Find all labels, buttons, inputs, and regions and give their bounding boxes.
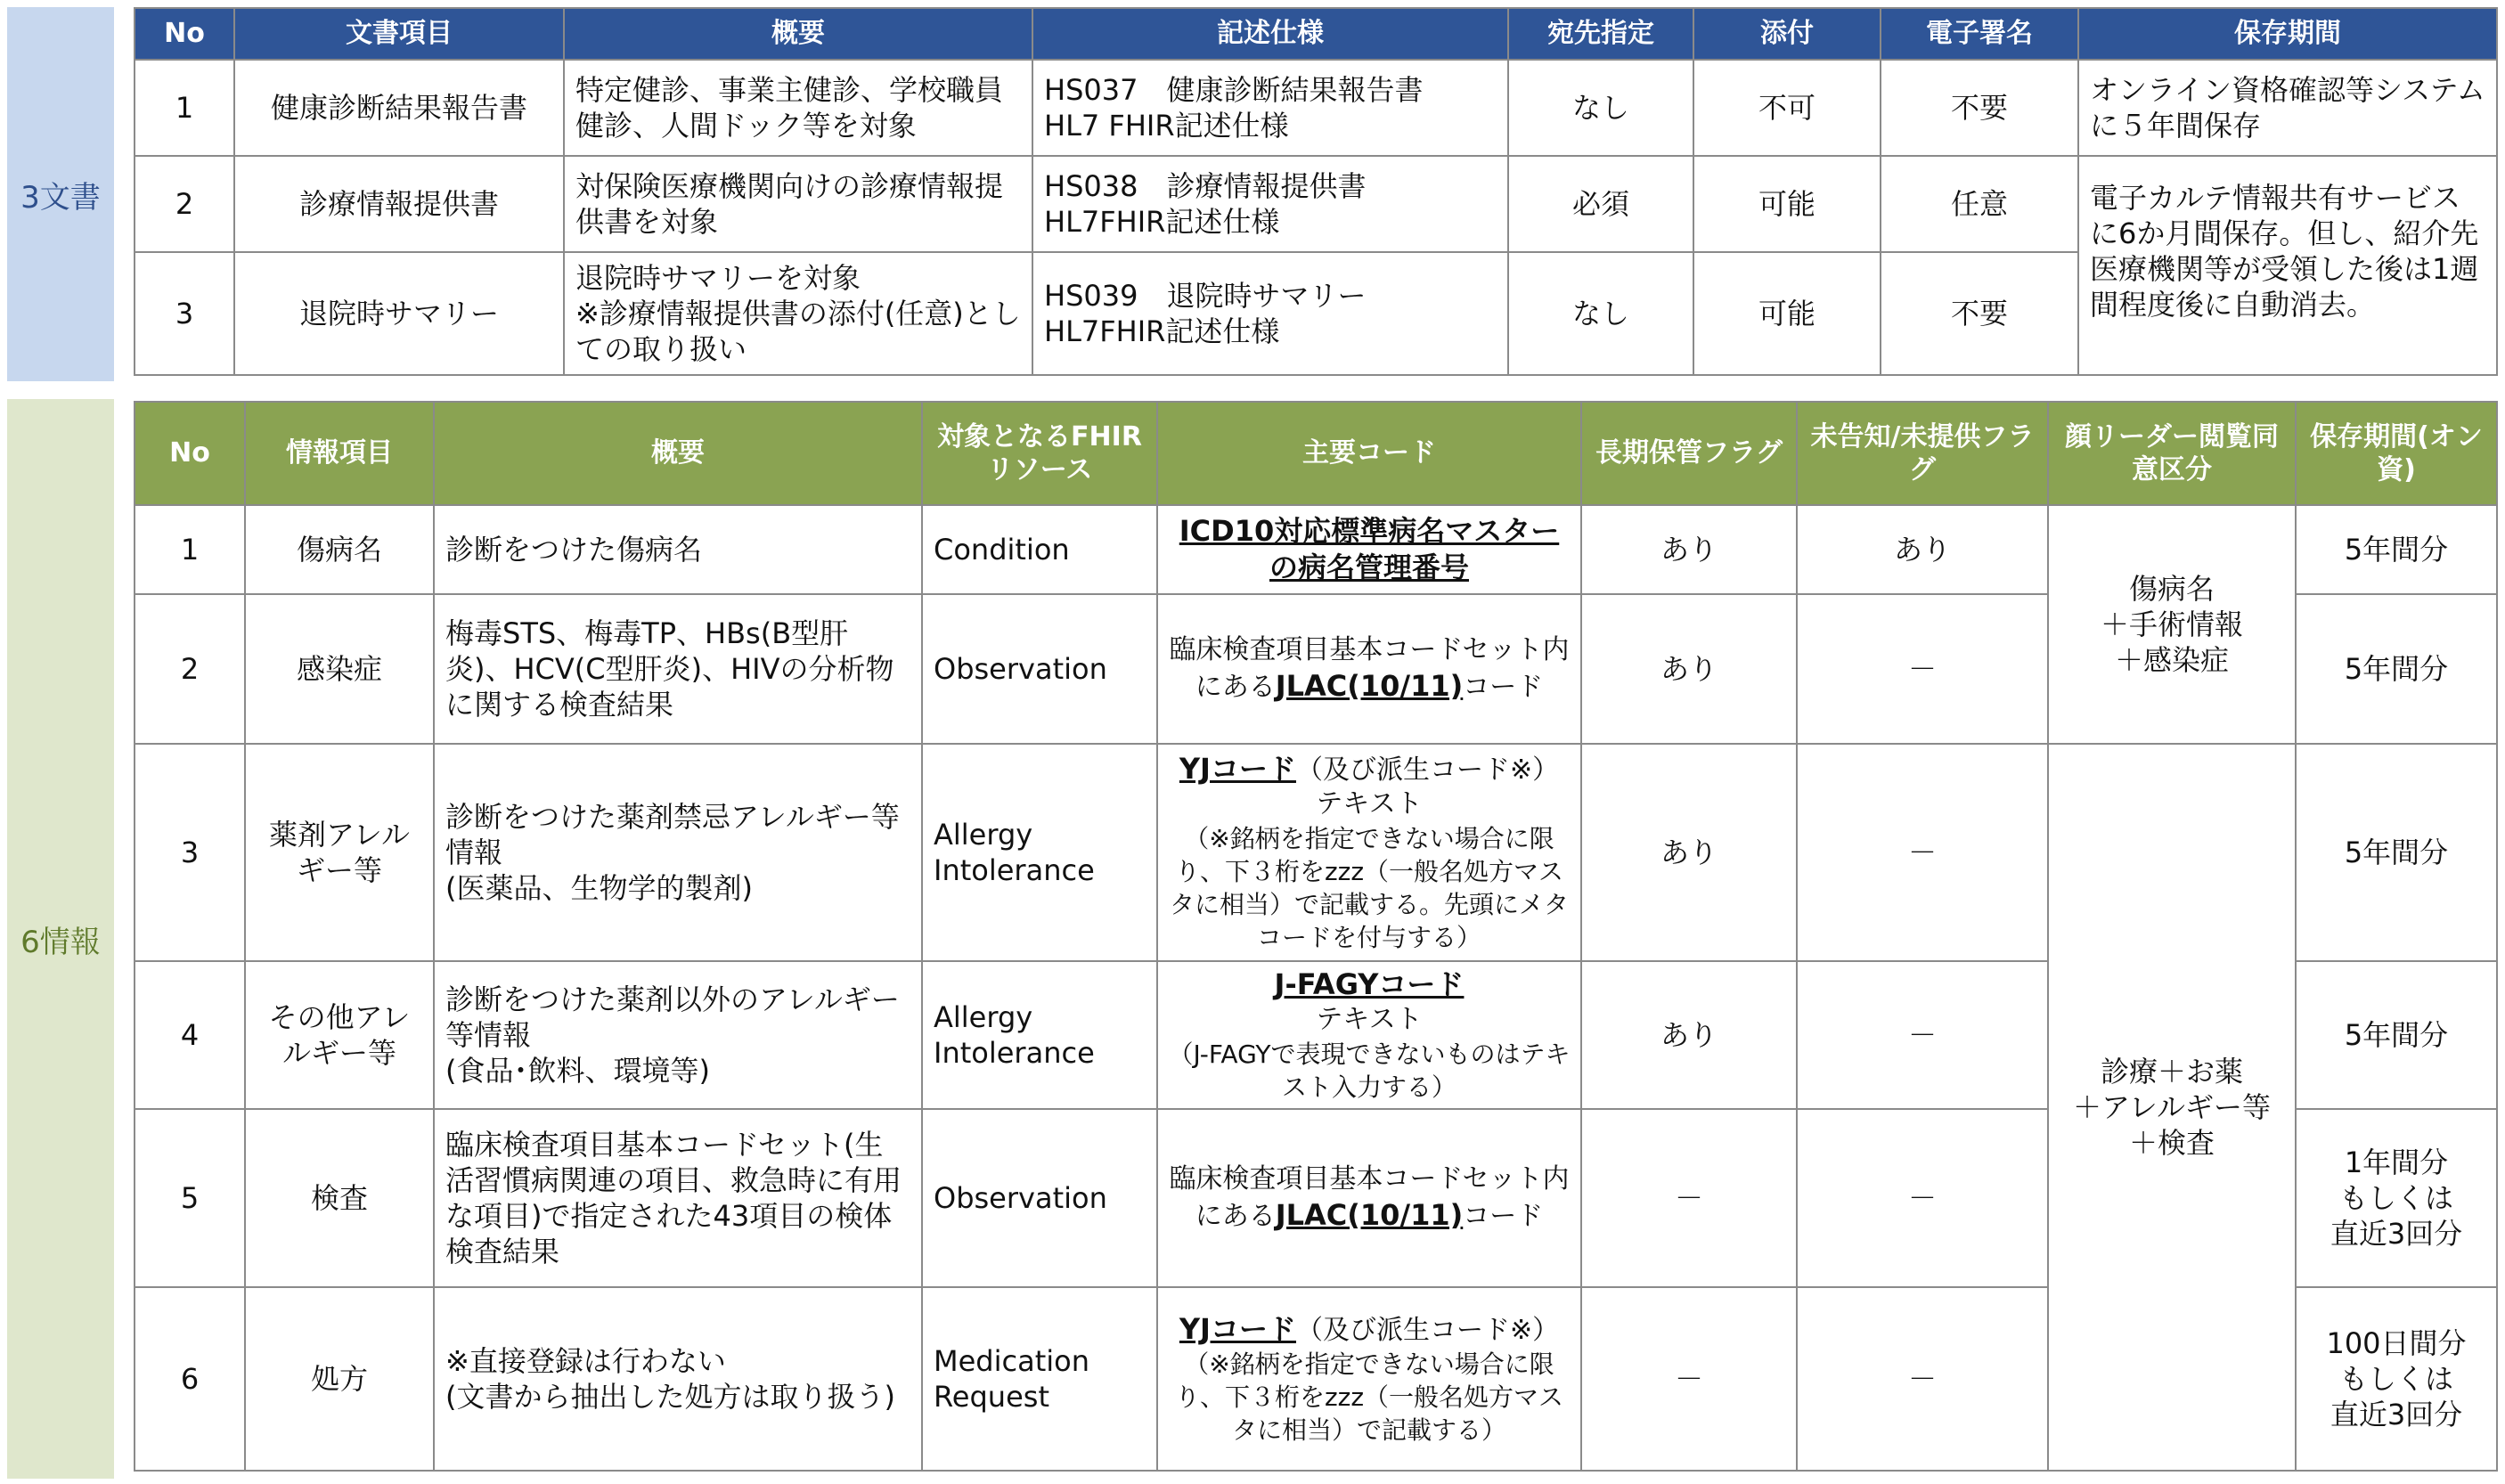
cell-fhir-resource: Condition	[922, 505, 1157, 594]
col-header-summary: 概要	[564, 8, 1032, 60]
col-header-long-term-flag: 長期保管フラグ	[1581, 402, 1797, 505]
code-note: （※銘柄を指定できない場合に限り、下３桁をzzz（一般名処方マスタに相当）で記載する。先頭にメタコードを付与する）	[1169, 823, 1569, 952]
cell-destination: なし	[1508, 60, 1693, 156]
cell-no: 2	[135, 156, 234, 252]
cell-info-item: その他アレルギー等	[245, 961, 434, 1109]
col-header-retention: 保存期間(オン資)	[2296, 402, 2497, 505]
col-header-summary: 概要	[434, 402, 922, 505]
cell-retention: 5年間分	[2296, 594, 2497, 744]
cell-doc-item: 健康診断結果報告書	[234, 60, 564, 156]
cell-summary: 梅毒STS、梅毒TP、HBs(B型肝炎)、HCV(C型肝炎)、HIVの分析物に関する検査結果	[434, 594, 922, 744]
cell-retention: 1年間分 もしくは 直近3回分	[2296, 1109, 2497, 1287]
cell-retention: 5年間分	[2296, 961, 2497, 1109]
cell-summary: 診断をつけた傷病名	[434, 505, 922, 594]
cell-retention: 5年間分	[2296, 744, 2497, 961]
cell-summary: 特定健診、事業主健診、学校職員健診、人間ドック等を対象	[564, 60, 1032, 156]
cell-no: 3	[135, 744, 245, 961]
col-header-no: No	[135, 402, 245, 505]
table-row	[135, 60, 2497, 156]
cell-long-term-flag: －	[1581, 1287, 1797, 1471]
cell-info-item: 感染症	[245, 594, 434, 744]
code-name: JLAC(10/11)	[1275, 1197, 1464, 1232]
cell-fhir-resource: Medication Request	[922, 1287, 1157, 1471]
cell-undisclosed-flag: －	[1797, 1109, 2048, 1287]
table-row	[135, 505, 2497, 594]
cell-main-code	[1157, 961, 1581, 1109]
cell-undisclosed-flag: －	[1797, 744, 2048, 961]
table-row	[135, 156, 2497, 252]
side-label-documents: 3文書	[7, 7, 114, 381]
code-text-label: テキスト	[1316, 788, 1423, 820]
code-derived: （及び派生コード※）	[1295, 1314, 1560, 1346]
cell-no: 5	[135, 1109, 245, 1287]
cell-info-item: 処方	[245, 1287, 434, 1471]
cell-main-code	[1157, 1109, 1581, 1287]
cell-retention: 電子カルテ情報共有サービスに6か月間保存。但し、紹介先医療機関等が受領した後は1週間程度後に自動消去。	[2078, 156, 2497, 375]
cell-summary: 対保険医療機関向けの診療情報提供書を対象	[564, 156, 1032, 252]
cell-info-item: 薬剤アレルギー等	[245, 744, 434, 961]
cell-summary: 退院時サマリーを対象 ※診療情報提供書の添付(任意)としての取り扱い	[564, 252, 1032, 375]
cell-fhir-resource: Observation	[922, 594, 1157, 744]
cell-signature: 任意	[1881, 156, 2078, 252]
code-name: YJコード	[1179, 1311, 1296, 1346]
cell-retention: 100日間分 もしくは 直近3回分	[2296, 1287, 2497, 1471]
information-header-row	[135, 402, 2497, 505]
cell-main-code	[1157, 505, 1581, 594]
cell-long-term-flag: あり	[1581, 594, 1797, 744]
col-header-no: No	[135, 8, 234, 60]
code-name: J-FAGYコード	[1274, 967, 1465, 1002]
cell-signature: 不要	[1881, 252, 2078, 375]
cell-long-term-flag: あり	[1581, 961, 1797, 1109]
cell-attachment: 可能	[1693, 156, 1881, 252]
col-header-spec: 記述仕様	[1032, 8, 1508, 60]
col-header-doc-item: 文書項目	[234, 8, 564, 60]
cell-undisclosed-flag: あり	[1797, 505, 2048, 594]
cell-doc-item: 退院時サマリー	[234, 252, 564, 375]
col-header-fhir-resource: 対象となるFHIRリソース	[922, 402, 1157, 505]
cell-no: 3	[135, 252, 234, 375]
spec-line: HL7FHIR記述仕様	[1044, 314, 1280, 348]
cell-retention: 5年間分	[2296, 505, 2497, 594]
cell-destination: 必須	[1508, 156, 1693, 252]
code-name: JLAC(10/11)	[1275, 668, 1464, 703]
cell-consent-group: 診療＋お薬 ＋アレルギー等 ＋検査	[2048, 744, 2296, 1471]
cell-main-code	[1157, 744, 1581, 961]
code-prefix: 臨床検査項目基本コードセット内にある	[1169, 1163, 1570, 1232]
information-table	[134, 401, 2498, 1472]
cell-info-item: 傷病名	[245, 505, 434, 594]
code-text-label: テキスト	[1316, 1004, 1423, 1036]
code-suffix: コード	[1463, 671, 1544, 703]
spec-line: HL7FHIR記述仕様	[1044, 205, 1280, 239]
cell-long-term-flag: あり	[1581, 505, 1797, 594]
cell-no: 1	[135, 505, 245, 594]
code-note: （※銘柄を指定できない場合に限り、下３桁をzzz（一般名処方マスタに相当）で記載する）	[1174, 1349, 1564, 1446]
col-header-destination: 宛先指定	[1508, 8, 1693, 60]
cell-main-code	[1157, 1287, 1581, 1471]
col-header-consent-group: 顔リーダー閲覧同意区分	[2048, 402, 2296, 505]
code-name: ICD10対応標準病名マスターの病名管理番号	[1179, 514, 1560, 584]
cell-summary: 診断をつけた薬剤禁忌アレルギー等情報 (医薬品、生物学的製剤)	[434, 744, 922, 961]
cell-attachment: 可能	[1693, 252, 1881, 375]
spec-line: HS037 健康診断結果報告書	[1044, 73, 1424, 107]
cell-no: 2	[135, 594, 245, 744]
cell-summary: 診断をつけた薬剤以外のアレルギー等情報 (食品･飲料、環境等)	[434, 961, 922, 1109]
cell-consent-group: 傷病名 ＋手術情報 ＋感染症	[2048, 505, 2296, 744]
cell-destination: なし	[1508, 252, 1693, 375]
cell-main-code	[1157, 594, 1581, 744]
cell-no: 1	[135, 60, 234, 156]
code-derived: （及び派生コード※）	[1295, 754, 1560, 786]
cell-spec	[1032, 60, 1508, 156]
cell-no: 4	[135, 961, 245, 1109]
cell-spec	[1032, 252, 1508, 375]
documents-header-row	[135, 8, 2497, 60]
col-header-main-code: 主要コード	[1157, 402, 1581, 505]
col-header-info-item: 情報項目	[245, 402, 434, 505]
cell-signature: 不要	[1881, 60, 2078, 156]
cell-spec	[1032, 156, 1508, 252]
cell-attachment: 不可	[1693, 60, 1881, 156]
cell-undisclosed-flag: －	[1797, 961, 2048, 1109]
side-label-information: 6情報	[7, 399, 114, 1479]
cell-retention: オンライン資格確認等システムに５年間保存	[2078, 60, 2497, 156]
cell-info-item: 検査	[245, 1109, 434, 1287]
cell-no: 6	[135, 1287, 245, 1471]
cell-fhir-resource: Allergy Intolerance	[922, 961, 1157, 1109]
cell-undisclosed-flag: －	[1797, 1287, 2048, 1471]
col-header-attachment: 添付	[1693, 8, 1881, 60]
code-suffix: コード	[1463, 1200, 1544, 1232]
code-prefix: 臨床検査項目基本コードセット内にある	[1169, 634, 1570, 703]
spec-line: HL7 FHIR記述仕様	[1044, 109, 1289, 143]
code-note: （J-FAGYで表現できないものはテキスト入力する）	[1168, 1039, 1571, 1102]
cell-long-term-flag: －	[1581, 1109, 1797, 1287]
cell-summary: 臨床検査項目基本コードセット(生活習慣病関連の項目、救急時に有用な項目)で指定された43項目の検体検査結果	[434, 1109, 922, 1287]
cell-undisclosed-flag: －	[1797, 594, 2048, 744]
table-row	[135, 744, 2497, 961]
documents-table	[134, 7, 2498, 376]
cell-doc-item: 診療情報提供書	[234, 156, 564, 252]
col-header-undisclosed-flag: 未告知/未提供フラグ	[1797, 402, 2048, 505]
col-header-retention: 保存期間	[2078, 8, 2497, 60]
cell-summary: ※直接登録は行わない (文書から抽出した処方は取り扱う)	[434, 1287, 922, 1471]
spec-line: HS039 退院時サマリー	[1044, 279, 1367, 313]
col-header-signature: 電子署名	[1881, 8, 2078, 60]
spec-line: HS038 診療情報提供書	[1044, 169, 1367, 203]
cell-long-term-flag: あり	[1581, 744, 1797, 961]
cell-fhir-resource: Allergy Intolerance	[922, 744, 1157, 961]
cell-fhir-resource: Observation	[922, 1109, 1157, 1287]
code-name: YJコード	[1179, 751, 1296, 786]
